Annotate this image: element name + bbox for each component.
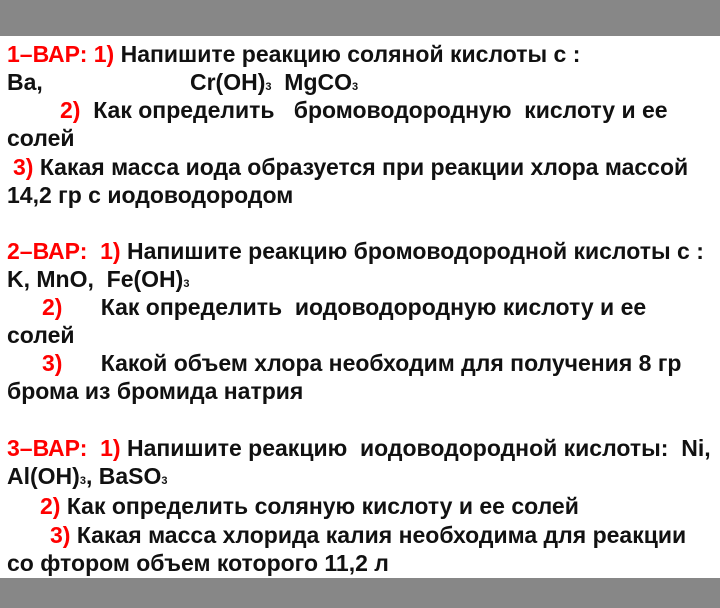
variant-3-q3-continuation: со фтором объем которого 11,2 л xyxy=(7,550,389,576)
variant-1-q2-text: Как определить бромоводородную кислоту и ее xyxy=(93,97,668,123)
variant-1-header: 1–ВАР: 1) xyxy=(7,41,115,67)
variant-3-q2 xyxy=(40,492,579,520)
variant-1-q2 xyxy=(60,96,668,124)
variant-3-q2-number: 2) xyxy=(40,493,61,519)
variant-1-q2-continuation: солей xyxy=(7,125,75,151)
variant-1-q3-text: Какая масса иода образуется при реакции хлора массой xyxy=(39,154,689,180)
variant-2-q1-reagents: K, MnO, Fe(OH)3 xyxy=(7,266,190,292)
variant-2-q2-continuation: солей xyxy=(7,322,75,348)
document-page xyxy=(0,36,720,578)
variant-3-q2-text: Как определить соляную кислоту и ее солей xyxy=(66,493,579,519)
variant-1-q3-continuation: 14,2 гр с иодоводородом xyxy=(7,182,294,208)
variant-2-q2-number: 2) xyxy=(42,294,63,320)
variant-3-q3-number: 3) xyxy=(50,522,71,548)
variant-1-q1-reagents xyxy=(7,68,359,96)
variant-3-header: 3–ВАР: 1) xyxy=(7,435,121,461)
variant-2-q3-text: Какой объем хлора необходим для получения 8 гр xyxy=(100,350,682,376)
variant-1-q3-number: 3) xyxy=(13,154,34,180)
variant-1-q2-number: 2) xyxy=(60,97,81,123)
variant-3-q3-text: Какая масса хлорида калия необходима для реакции xyxy=(76,522,687,548)
variant-1-q3 xyxy=(13,153,688,181)
reagent-cr-oh-3: Cr(OH)3 MgCO3 xyxy=(190,69,359,95)
variant-2-q2 xyxy=(42,293,646,321)
variant-3-q3 xyxy=(50,521,686,549)
variant-2-q2-text: Как определить иодоводородную кислоту и ее xyxy=(100,294,647,320)
variant-2-header: 2–ВАР: 1) xyxy=(7,238,121,264)
variant-3-q1-text: Напишите реакцию иодоводородной кислоты: Ni, xyxy=(126,435,711,461)
variant-2-q3-continuation: брома из бромида натрия xyxy=(7,378,304,404)
variant-2-q3-number: 3) xyxy=(42,350,63,376)
variant-2-q1-text: Напишите реакцию бромоводородной кислоты с : xyxy=(126,238,704,264)
variant-2-q1-line xyxy=(7,237,704,265)
variant-3-q1-line xyxy=(7,434,711,462)
variant-1-q1-line xyxy=(7,40,580,68)
variant-1-q1-text: Напишите реакцию соляной кислоты с : xyxy=(114,41,581,67)
reagent-ba: Ba, xyxy=(7,69,43,95)
variant-2-q3 xyxy=(42,349,681,377)
variant-3-q1-reagents: Al(OH)3, BaSO3 xyxy=(7,463,168,489)
